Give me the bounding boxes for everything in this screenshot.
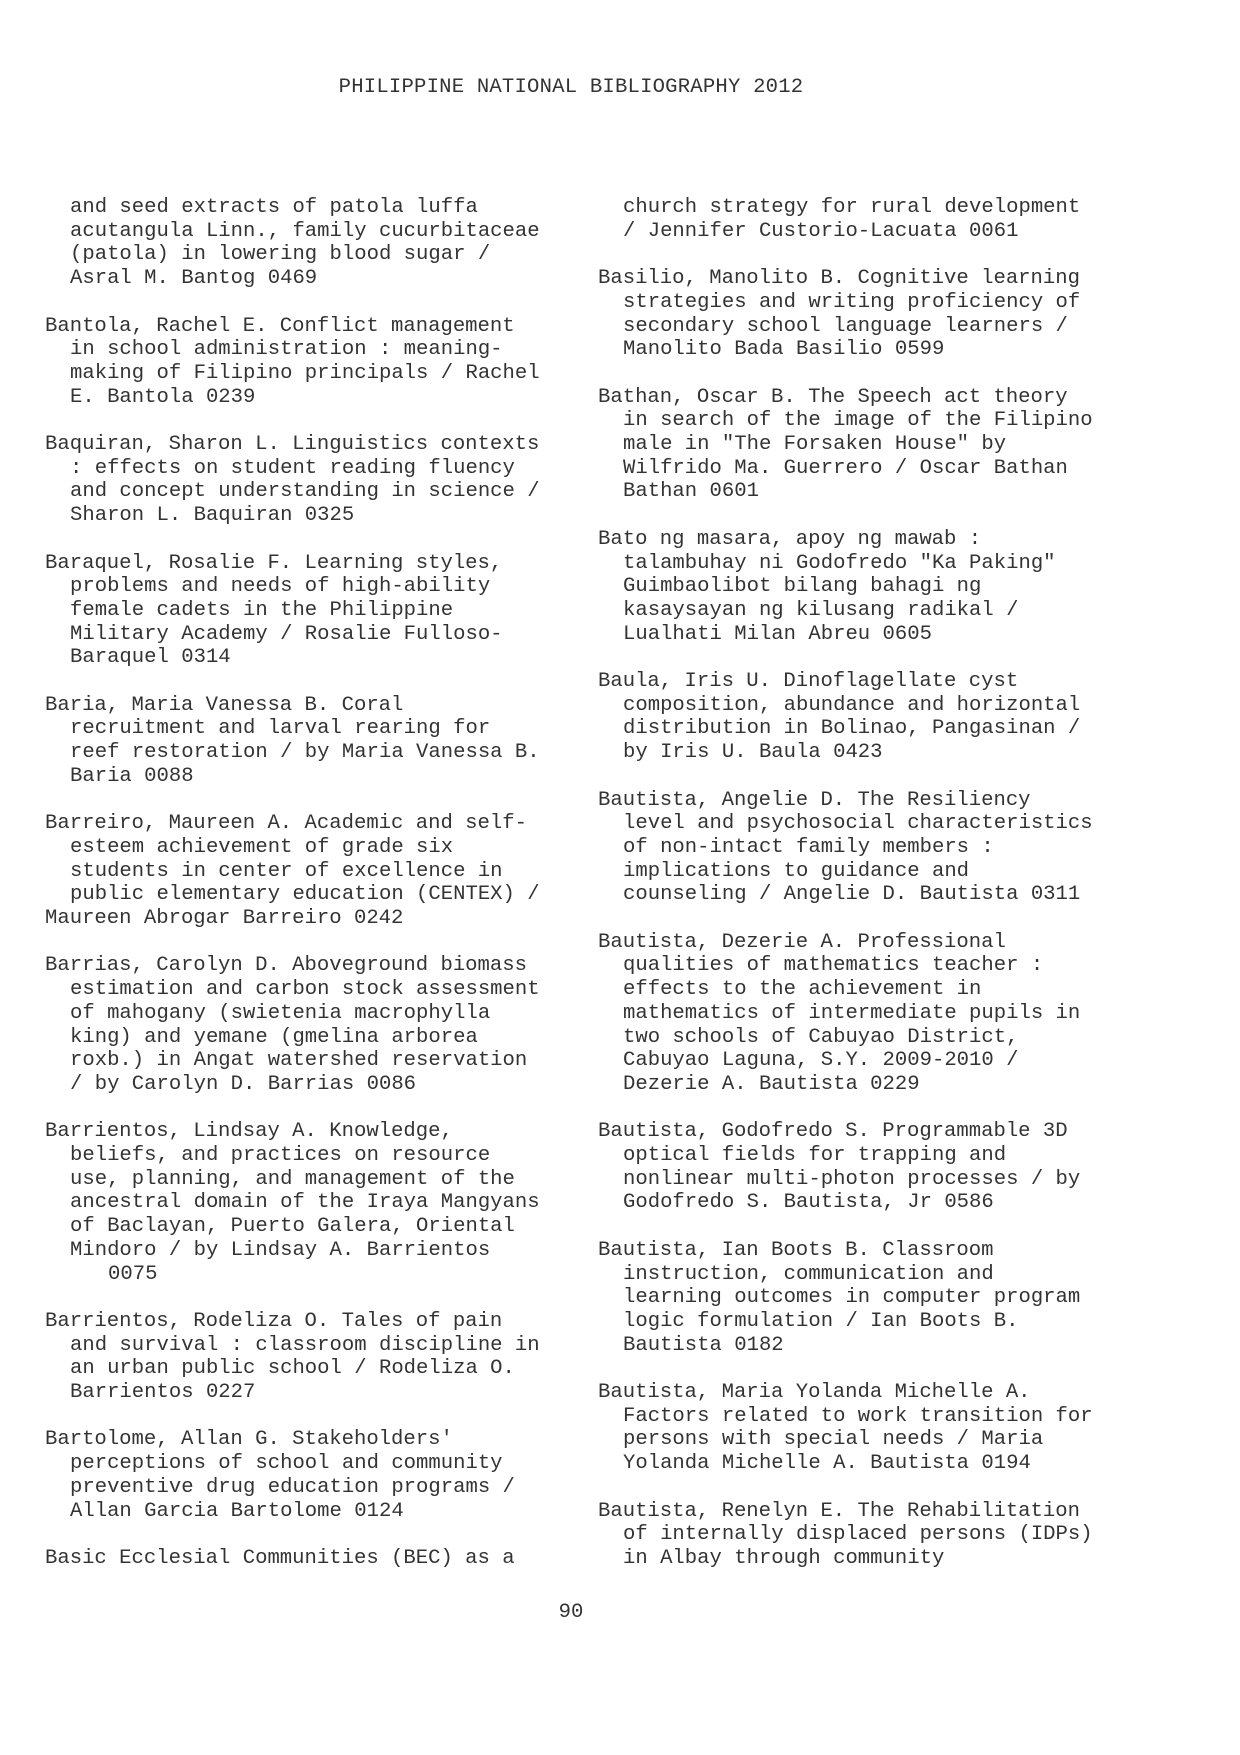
entry-line: Baria, Maria Vanessa B. Coral	[45, 693, 404, 717]
entry-line: of mahogany (swietenia macrophylla	[70, 1001, 491, 1025]
entry-line: of Baclayan, Puerto Galera, Oriental	[70, 1215, 515, 1239]
entry-line: perceptions of school and community	[70, 1452, 503, 1476]
entry-line: persons with special needs / Maria	[623, 1428, 1044, 1452]
entry-line: of internally displaced persons (IDPs)	[623, 1523, 1093, 1547]
entry-line: of non-intact family members :	[623, 835, 994, 859]
entry-line: implications to guidance and	[623, 859, 970, 883]
bibliography-entry	[598, 1120, 1118, 1215]
entry-line: use, planning, and management of the	[70, 1167, 515, 1191]
entry-line: ancestral domain of the Iraya Mangyans	[70, 1191, 540, 1215]
entry-line: Basilio, Manolito B. Cognitive learning	[598, 267, 1080, 291]
entry-line: Yolanda Michelle A. Bautista 0194	[623, 1452, 1031, 1476]
entry-line: Bautista, Ian Boots B. Classroom	[598, 1238, 994, 1262]
entry-line: Maureen Abrogar Barreiro 0242	[45, 907, 404, 931]
entry-line: logic formulation / Ian Boots B.	[623, 1309, 1019, 1333]
entry-line: Barrientos, Rodeliza O. Tales of pain	[45, 1309, 503, 1333]
bibliography-entry	[45, 433, 565, 528]
bibliography-entry	[45, 1120, 565, 1286]
entry-line: estimation and carbon stock assessment	[70, 978, 540, 1002]
entry-line: church strategy for rural development	[623, 196, 1081, 219]
entry-line: esteem achievement of grade six	[70, 835, 454, 859]
entry-line: Lualhati Milan Abreu 0605	[623, 622, 932, 646]
entry-line: an urban public school / Rodeliza O.	[70, 1357, 515, 1381]
entry-line: E. Bantola 0239	[70, 385, 256, 409]
right-column	[598, 196, 1118, 1594]
bibliography-entry	[45, 1310, 565, 1405]
entry-line: effects to the achievement in	[623, 978, 982, 1002]
entry-line: Bathan 0601	[623, 480, 759, 504]
bibliography-entry	[45, 552, 565, 671]
bibliography-entry	[598, 386, 1118, 505]
page-number: 90	[558, 1601, 584, 1624]
entry-line: reef restoration / by Maria Vanessa B.	[70, 741, 540, 765]
entry-line: beliefs, and practices on resource	[70, 1144, 491, 1168]
entry-line: king) and yemane (gmelina arborea	[70, 1025, 478, 1049]
entry-line: and survival : classroom discipline in	[70, 1333, 540, 1357]
entry-line: Cabuyao Laguna, S.Y. 2009-2010 /	[623, 1049, 1019, 1073]
entry-line: Asral M. Bantog 0469	[70, 267, 318, 291]
entry-line: Baraquel, Rosalie F. Learning styles,	[45, 551, 503, 575]
entry-line: Sharon L. Baquiran 0325	[70, 504, 355, 528]
entry-line: roxb.) in Angat watershed reservation	[70, 1049, 528, 1073]
entry-line: in search of the image of the Filipino	[623, 409, 1093, 433]
bibliography-entry	[45, 694, 565, 789]
entry-line: / Jennifer Custorio-Lacuata 0061	[623, 219, 1019, 243]
entry-line: male in "The Forsaken House" by	[623, 433, 1007, 456]
entry-line: Barrias, Carolyn D. Aboveground biomass	[45, 954, 527, 978]
bibliography-entry	[45, 954, 565, 1096]
entry-line: public elementary education (CENTEX) /	[70, 883, 540, 907]
entry-line: level and psychosocial characteristics	[623, 812, 1093, 836]
bibliography-entry	[45, 1428, 565, 1523]
entry-line: recruitment and larval rearing for	[70, 717, 491, 741]
bibliography-entry	[598, 1239, 1118, 1358]
entry-line: Barrientos, Lindsay A. Knowledge,	[45, 1120, 453, 1144]
entry-line: Bathan, Oscar B. The Speech act theory	[598, 385, 1068, 409]
entry-line: Barreiro, Maureen A. Academic and self-	[45, 812, 527, 836]
entry-line: Guimbaolibot bilang bahagi ng	[623, 575, 982, 599]
bibliography-entry	[598, 1500, 1118, 1571]
entry-line: instruction, communication and	[623, 1262, 994, 1286]
entry-line: optical fields for trapping and	[623, 1144, 1007, 1168]
entry-line: Baria 0088	[70, 764, 194, 788]
bibliography-entry	[598, 670, 1118, 765]
entry-line: Bantola, Rachel E. Conflict management	[45, 314, 515, 338]
entry-line: Baula, Iris U. Dinoflagellate cyst	[598, 670, 1019, 693]
entry-line: Allan Garcia Bartolome 0124	[70, 1499, 404, 1523]
entry-line: Bautista, Angelie D. The Resiliency	[598, 788, 1031, 812]
entry-line: in Albay through community	[623, 1546, 945, 1570]
entry-line: Godofredo S. Bautista, Jr 0586	[623, 1191, 994, 1215]
entry-line: Bautista, Dezerie A. Professional	[598, 930, 1006, 954]
entry-line: Bautista 0182	[623, 1333, 784, 1357]
entry-line: : effects on student reading fluency	[70, 456, 515, 480]
bibliography-entry	[45, 1547, 565, 1571]
bibliography-entry	[598, 1381, 1118, 1476]
entry-line: by Iris U. Baula 0423	[623, 741, 883, 765]
entry-line: female cadets in the Philippine	[70, 598, 454, 622]
entry-line: Basic Ecclesial Communities (BEC) as a	[45, 1546, 515, 1570]
entry-line: secondary school language learners /	[623, 314, 1068, 338]
entry-line: Factors related to work transition for	[623, 1404, 1093, 1428]
entry-line: composition, abundance and horizontal	[623, 693, 1081, 717]
entry-line: Manolito Bada Basilio 0599	[623, 338, 945, 362]
entry-line: (patola) in lowering blood sugar /	[70, 243, 491, 267]
entry-line: Barrientos 0227	[70, 1381, 256, 1405]
entry-line: distribution in Bolinao, Pangasinan /	[623, 717, 1081, 741]
bibliography-entry	[45, 196, 565, 291]
entry-line: Bato ng masara, apoy ng mawab :	[598, 527, 982, 551]
entry-line: Mindoro / by Lindsay A. Barrientos	[70, 1238, 491, 1262]
entry-line: kasaysayan ng kilusang radikal /	[623, 598, 1019, 622]
bibliography-entry	[598, 789, 1118, 908]
entry-line: acutangula Linn., family cucurbitaceae	[70, 219, 540, 243]
entry-line: making of Filipino principals / Rachel	[70, 361, 540, 385]
entry-line: Dezerie A. Bautista 0229	[623, 1072, 920, 1096]
bibliography-entry	[598, 267, 1118, 362]
entry-line: qualities of mathematics teacher :	[623, 954, 1044, 978]
left-column	[45, 196, 565, 1594]
entry-line: nonlinear multi-photon processes / by	[623, 1167, 1081, 1191]
entry-line: preventive drug education programs /	[70, 1475, 515, 1499]
entry-line: and seed extracts of patola luffa	[70, 196, 478, 219]
bibliography-entry	[45, 315, 565, 410]
bibliography-entry	[45, 812, 565, 931]
entry-line: two schools of Cabuyao District,	[623, 1025, 1019, 1049]
entry-line: mathematics of intermediate pupils in	[623, 1001, 1081, 1025]
entry-line: Baquiran, Sharon L. Linguistics contexts	[45, 433, 540, 456]
entry-line: Bartolome, Allan G. Stakeholders'	[45, 1428, 453, 1452]
page-header: PHILIPPINE NATIONAL BIBLIOGRAPHY 2012	[338, 76, 804, 99]
entry-line: and concept understanding in science /	[70, 480, 540, 504]
entry-line: Bautista, Renelyn E. The Rehabilitation	[598, 1499, 1080, 1523]
bibliography-entry	[598, 931, 1118, 1097]
entry-line: Wilfrido Ma. Guerrero / Oscar Bathan	[623, 456, 1068, 480]
entry-line: learning outcomes in computer program	[623, 1286, 1081, 1310]
entry-line: / by Carolyn D. Barrias 0086	[70, 1072, 417, 1096]
entry-line: strategies and writing proficiency of	[623, 290, 1081, 314]
entry-line: talambuhay ni Godofredo "Ka Paking"	[623, 551, 1056, 575]
entry-line: Bautista, Maria Yolanda Michelle A.	[598, 1381, 1031, 1405]
entry-line: Baraquel 0314	[70, 646, 231, 670]
bibliography-entry	[598, 196, 1118, 243]
bibliography-entry	[598, 528, 1118, 647]
entry-line: Bautista, Godofredo S. Programmable 3D	[598, 1120, 1068, 1144]
entry-line: 0075	[108, 1262, 158, 1286]
entry-line: counseling / Angelie D. Bautista 0311	[623, 883, 1081, 907]
entry-line: Military Academy / Rosalie Fulloso-	[70, 622, 503, 646]
entry-line: problems and needs of high-ability	[70, 575, 491, 599]
entry-line: students in center of excellence in	[70, 859, 503, 883]
entry-line: in school administration : meaning-	[70, 338, 503, 362]
